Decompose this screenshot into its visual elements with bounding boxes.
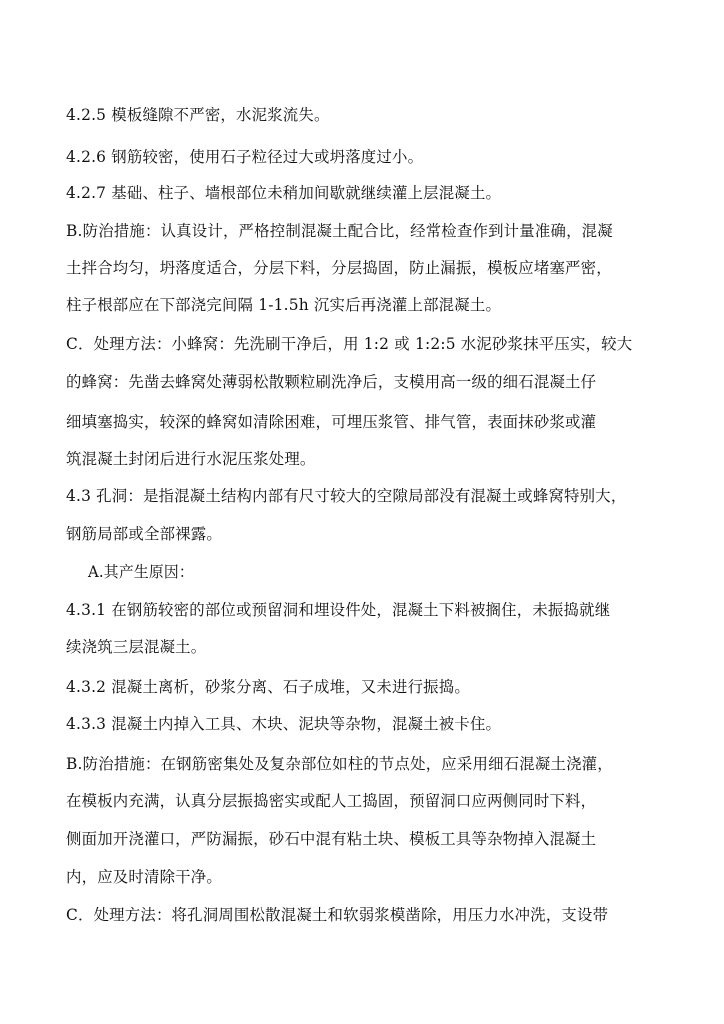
- text-line: B.防治措施：在钢筋密集处及复杂部位如柱的节点处，应采用细石混凝土浇灌，: [66, 755, 613, 773]
- text-line: C．处理方法：将孔洞周围松散混凝土和软弱浆模凿除，用压力水冲洗，支设带: [66, 906, 609, 924]
- text-line: C．处理方法：小蜂窝：先洗刷干净后，用 1:2 或 1:2:5 水泥砂浆抹平压实，较大: [66, 335, 633, 353]
- text-line: A.其产生原因：: [88, 563, 194, 581]
- text-line: 钢筋局部或全部裸露。: [66, 525, 222, 543]
- text-line: 筑混凝土封闭后进行水泥压浆处理。: [66, 450, 316, 468]
- text-line: 侧面加开浇灌口，严防漏振，砂石中混有粘土块、模板工具等杂物掉入混凝土: [66, 830, 597, 848]
- text-line: 4.2.7 基础、柱子、墙根部位未稍加间歇就继续灌上层混凝土。: [66, 184, 502, 202]
- text-line: 的蜂窝：先凿去蜂窝处薄弱松散颗粒刷洗净后，支模用高一级的细石混凝土仔: [66, 373, 597, 391]
- text-line: 细填塞捣实，较深的蜂窝如清除困难，可埋压浆管、排气管，表面抹砂浆或灌: [66, 413, 597, 431]
- text-line: 4.2.5 模板缝隙不严密，水泥浆流失。: [66, 106, 330, 124]
- text-line: 4.2.6 钢筋较密，使用石子粒径过大或坍落度过小。: [66, 148, 424, 166]
- text-line: 4.3.1 在钢筋较密的部位或预留洞和埋设件处，混凝土下料被搁住，未振捣就继: [66, 601, 611, 619]
- text-line: 在模板内充满，认真分层振捣密实或配人工捣固，预留洞口应两侧同时下料，: [66, 792, 597, 810]
- text-line: 4.3.3 混凝土内掉入工具、木块、泥块等杂物，混凝土被卡住。: [66, 715, 502, 733]
- text-line: 土拌合均匀，坍落度适合，分层下料，分层捣固，防止漏振，模板应堵塞严密，: [66, 259, 612, 277]
- text-line: B.防治措施：认真设计，严格控制混凝土配合比，经常检查作到计量准确，混凝: [66, 222, 613, 240]
- text-line: 4.3.2 混凝土离析，砂浆分离、石子成堆，又未进行振捣。: [66, 678, 470, 696]
- text-line: 4.3 孔洞：是指混凝土结构内部有尺寸较大的空隙局部没有混凝土或蜂窝特别大，: [66, 487, 627, 505]
- text-line: 柱子根部应在下部浇完间隔 1-1.5h 沉实后再浇灌上部混凝土。: [66, 296, 502, 314]
- text-line: 续浇筑三层混凝土。: [66, 638, 207, 656]
- text-line: 内，应及时清除干净。: [66, 868, 222, 886]
